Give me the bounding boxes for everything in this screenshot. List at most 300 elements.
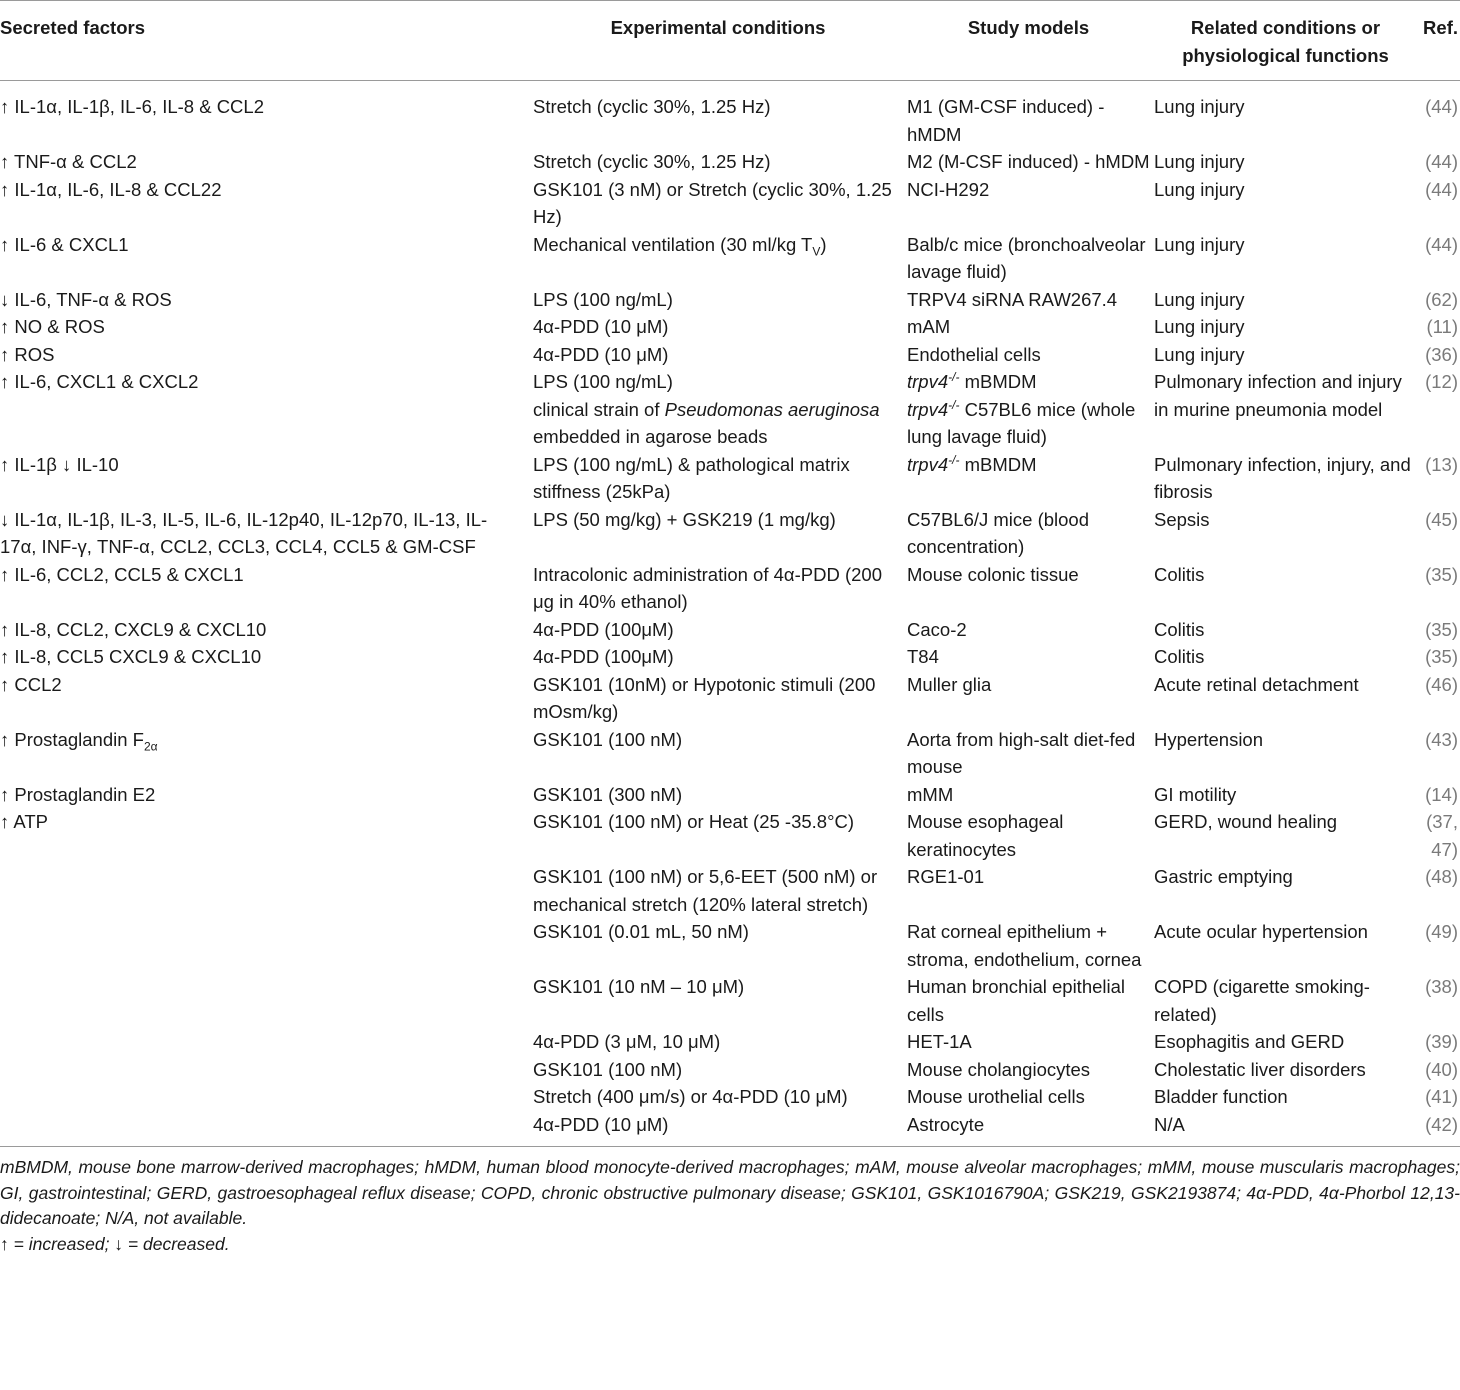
cell-experimental-condition	[533, 231, 907, 286]
cell-experimental-condition	[533, 918, 907, 973]
model-line	[907, 726, 1150, 781]
condition-subscript: V	[812, 244, 821, 259]
condition-line	[533, 506, 903, 534]
cell-related-condition	[1154, 341, 1421, 369]
factor-subscript: 2α	[143, 739, 158, 754]
cell-study-model	[907, 643, 1154, 671]
cell-experimental-condition	[533, 148, 907, 176]
cell-secreted-factor	[0, 781, 533, 809]
model-text: RGE1-01	[907, 866, 985, 887]
cell-experimental-condition	[533, 341, 907, 369]
cell-reference	[1421, 286, 1460, 314]
table-row	[0, 616, 1460, 644]
model-line	[907, 616, 1150, 644]
model-line	[907, 863, 1150, 891]
table-row	[0, 341, 1460, 369]
cell-related-condition	[1154, 368, 1421, 451]
condition-text: LPS (100 ng/mL) & pathological matrix stiffness (25kPa)	[533, 453, 850, 502]
cell-related-condition	[1154, 643, 1421, 671]
condition-line	[533, 286, 903, 314]
table-row	[0, 176, 1460, 231]
condition-text: GSK101 (3 nM) or Stretch (cyclic 30%, 1.25 Hz)	[533, 178, 892, 227]
condition-line	[533, 808, 903, 836]
cell-study-model	[907, 1028, 1154, 1056]
cell-related-condition	[1154, 781, 1421, 809]
cell-study-model	[907, 1111, 1154, 1139]
cell-secreted-factor	[0, 451, 533, 506]
cell-experimental-condition	[533, 313, 907, 341]
model-text: C57BL6/J mice (blood concentration)	[907, 508, 1090, 557]
cell-related-condition	[1154, 561, 1421, 616]
model-line	[907, 781, 1150, 809]
function-text: GI motility	[1154, 783, 1237, 805]
function-text: Lung injury	[1154, 151, 1245, 172]
model-line	[907, 1056, 1150, 1084]
factor-text: ↑ IL-6 & CXCL1	[0, 233, 129, 255]
cell-secreted-factor	[0, 973, 533, 1028]
condition-line	[533, 918, 903, 946]
model-text: T84	[907, 646, 939, 667]
table-body	[0, 81, 1460, 1139]
condition-line	[533, 1111, 903, 1139]
condition-text: GSK101 (100 nM)	[533, 728, 683, 750]
condition-line	[533, 176, 903, 231]
model-line	[907, 451, 1150, 479]
condition-text: 4α-PDD (10 μM)	[533, 316, 669, 337]
factor-text: ↑ IL-1β ↓ IL-10	[0, 453, 119, 475]
cell-study-model	[907, 808, 1154, 863]
cell-related-condition	[1154, 286, 1421, 314]
factor-text: ↑ Prostaglandin F	[0, 728, 144, 750]
cell-related-condition	[1154, 81, 1421, 149]
cell-related-condition	[1154, 451, 1421, 506]
factor-text: ↑ IL-8, CCL2, CXCL9 & CXCL10	[0, 618, 267, 640]
condition-line	[533, 1028, 903, 1056]
cell-reference	[1421, 231, 1460, 286]
reference-text: (14)	[1425, 783, 1458, 805]
cell-related-condition	[1154, 973, 1421, 1028]
function-text: Acute ocular hypertension	[1154, 921, 1368, 942]
header-experimental-conditions: Experimental conditions	[610, 17, 826, 38]
reference-text: (43)	[1425, 728, 1458, 750]
cell-secreted-factor	[0, 368, 533, 451]
condition-text: 4α-PDD (10 μM)	[533, 343, 669, 365]
table-row	[0, 561, 1460, 616]
cell-experimental-condition	[533, 368, 907, 451]
cell-related-condition	[1154, 863, 1421, 918]
cell-reference	[1421, 313, 1460, 341]
cell-secreted-factor	[0, 231, 533, 286]
cell-reference	[1421, 918, 1460, 973]
condition-text: Stretch (cyclic 30%, 1.25 Hz)	[533, 151, 771, 172]
reference-text: (44)	[1425, 233, 1458, 255]
model-line	[907, 1111, 1150, 1139]
cell-reference	[1421, 726, 1460, 781]
model-text: Mouse urothelial cells	[907, 1086, 1085, 1107]
function-text: Esophagitis and GERD	[1154, 1031, 1345, 1052]
cell-study-model	[907, 506, 1154, 561]
cell-secreted-factor	[0, 643, 533, 671]
cell-experimental-condition	[533, 863, 907, 918]
cell-study-model	[907, 863, 1154, 918]
cell-experimental-condition	[533, 671, 907, 726]
function-text: Hypertension	[1154, 728, 1264, 750]
function-text: Acute retinal detachment	[1154, 673, 1359, 695]
model-text: HET-1A	[907, 1031, 972, 1052]
factor-text: ↑ IL-1α, IL-6, IL-8 & CCL22	[0, 178, 222, 200]
model-line	[907, 506, 1150, 561]
cell-reference	[1421, 561, 1460, 616]
model-line	[907, 176, 1150, 204]
condition-text: 4α-PDD (100μM)	[533, 646, 674, 667]
cell-secreted-factor	[0, 808, 533, 863]
model-line	[907, 1083, 1150, 1111]
factor-text: ↑ IL-8, CCL5 CXCL9 & CXCL10	[0, 646, 262, 667]
reference-text: (62)	[1425, 288, 1458, 310]
function-text: Bladder function	[1154, 1086, 1288, 1107]
factor-text: ↑ CCL2	[0, 673, 62, 695]
cell-related-condition	[1154, 176, 1421, 231]
condition-text: 4α-PDD (3 μM, 10 μM)	[533, 1031, 721, 1052]
table-row	[0, 451, 1460, 506]
model-superscript: -/-	[948, 452, 960, 467]
cell-study-model	[907, 286, 1154, 314]
condition-text: GSK101 (100 nM) or Heat (25 -35.8°C)	[533, 811, 855, 832]
model-gene: trpv4	[907, 453, 949, 475]
footnote-legend: ↑ = increased; ↓ = decreased.	[0, 1233, 230, 1254]
condition-line	[533, 863, 903, 918]
table-row	[0, 973, 1460, 1028]
factor-text: ↑ ATP	[0, 811, 48, 832]
table-row	[0, 643, 1460, 671]
condition-line	[533, 1083, 903, 1111]
model-line	[907, 643, 1150, 671]
reference-text: (13)	[1425, 453, 1458, 475]
factor-text: ↑ Prostaglandin E2	[0, 783, 156, 805]
model-text: C57BL6 mice (whole lung lavage fluid)	[907, 398, 1136, 447]
function-text: Sepsis	[1154, 508, 1210, 530]
header-secreted-factors: Secreted factors	[0, 17, 145, 38]
model-line	[907, 918, 1150, 973]
model-text: M2 (M-CSF induced) - hMDM	[907, 151, 1150, 172]
reference-text: (39)	[1425, 1031, 1458, 1052]
cell-related-condition	[1154, 1028, 1421, 1056]
condition-line	[533, 781, 903, 809]
model-line	[907, 231, 1150, 286]
reference-text: (35)	[1425, 646, 1458, 667]
model-text: Mouse cholangiocytes	[907, 1058, 1091, 1080]
function-text: Lung injury	[1154, 316, 1245, 337]
cell-study-model	[907, 671, 1154, 726]
cell-secreted-factor	[0, 1028, 533, 1056]
cell-experimental-condition	[533, 781, 907, 809]
cell-study-model	[907, 341, 1154, 369]
cell-reference	[1421, 863, 1460, 918]
cell-related-condition	[1154, 1083, 1421, 1111]
table-row	[0, 1111, 1460, 1139]
model-text: Astrocyte	[907, 1113, 985, 1135]
condition-line	[533, 313, 903, 341]
factor-text: ↓ IL-6, TNF-α & ROS	[0, 288, 172, 310]
cell-reference	[1421, 506, 1460, 561]
cell-related-condition	[1154, 231, 1421, 286]
table-row	[0, 671, 1460, 726]
cell-secreted-factor	[0, 918, 533, 973]
model-line	[907, 341, 1150, 369]
factor-text: ↓ IL-1α, IL-1β, IL-3, IL-5, IL-6, IL-12p40, IL-12p70, IL-13, IL- 17α, INF-γ, TNF-α, CCL2, CCL3, CCL4, CCL5 & GM-CSF	[0, 508, 488, 557]
cell-study-model	[907, 918, 1154, 973]
model-text: Mouse colonic tissue	[907, 563, 1079, 585]
header-related-conditions: Related conditions or physiological functions	[1182, 17, 1389, 66]
condition-text: GSK101 (0.01 mL, 50 nM)	[533, 921, 749, 942]
condition-line	[533, 616, 903, 644]
cell-experimental-condition	[533, 176, 907, 231]
condition-text: GSK101 (100 nM) or 5,6-EET (500 nM) or mechanical stretch (120% lateral stretch)	[533, 866, 878, 915]
function-text: Pulmonary infection and injury in murine pneumonia model	[1154, 371, 1402, 420]
table-row	[0, 506, 1460, 561]
table-row	[0, 808, 1460, 863]
reference-text: (48)	[1425, 866, 1458, 887]
factor-text: ↑ ROS	[0, 343, 55, 365]
model-text: M1 (GM-CSF induced) - hMDM	[907, 96, 1105, 145]
reference-text: (35)	[1425, 618, 1458, 640]
table-row	[0, 863, 1460, 918]
cell-experimental-condition	[533, 808, 907, 863]
condition-line	[533, 643, 903, 671]
cell-experimental-condition	[533, 1056, 907, 1084]
model-line	[907, 973, 1150, 1028]
reference-text: (35)	[1425, 563, 1458, 585]
cell-secreted-factor	[0, 176, 533, 231]
model-line	[907, 808, 1150, 863]
model-gene: trpv4	[907, 371, 949, 392]
reference-text: (12)	[1425, 371, 1458, 392]
reference-text: (45)	[1425, 508, 1458, 530]
cell-experimental-condition	[533, 1028, 907, 1056]
cell-study-model	[907, 781, 1154, 809]
factor-text: ↑ IL-1α, IL-1β, IL-6, IL-8 & CCL2	[0, 96, 264, 117]
cell-secreted-factor	[0, 726, 533, 781]
cell-study-model	[907, 176, 1154, 231]
function-text: Lung injury	[1154, 96, 1245, 117]
cell-secreted-factor	[0, 313, 533, 341]
cell-experimental-condition	[533, 81, 907, 149]
condition-text: GSK101 (10nM) or Hypotonic stimuli (200 mOsm/kg)	[533, 673, 876, 722]
model-text: TRPV4 siRNA RAW267.4	[907, 288, 1118, 310]
cell-related-condition	[1154, 148, 1421, 176]
model-text: Muller glia	[907, 673, 992, 695]
cell-reference	[1421, 451, 1460, 506]
function-text: Colitis	[1154, 646, 1205, 667]
cell-secreted-factor	[0, 1083, 533, 1111]
cell-related-condition	[1154, 726, 1421, 781]
reference-text: (44)	[1425, 96, 1458, 117]
cell-study-model	[907, 561, 1154, 616]
reference-text: (49)	[1425, 921, 1458, 942]
cell-experimental-condition	[533, 286, 907, 314]
model-line	[907, 671, 1150, 699]
cell-study-model	[907, 726, 1154, 781]
model-line	[907, 396, 1150, 451]
model-text: Mouse esophageal keratinocytes	[907, 811, 1064, 860]
cell-secreted-factor	[0, 1111, 533, 1139]
table-row	[0, 286, 1460, 314]
cell-study-model	[907, 368, 1154, 451]
model-line	[907, 368, 1150, 396]
model-text: Endothelial cells	[907, 343, 1041, 365]
cell-reference	[1421, 81, 1460, 149]
table-footnote	[0, 1146, 1460, 1257]
cell-experimental-condition	[533, 616, 907, 644]
function-text: Colitis	[1154, 563, 1205, 585]
cell-related-condition	[1154, 671, 1421, 726]
condition-line	[533, 368, 903, 396]
function-text: Colitis	[1154, 618, 1205, 640]
condition-line	[533, 671, 903, 726]
factor-text: ↑ NO & ROS	[0, 316, 105, 337]
cell-study-model	[907, 973, 1154, 1028]
table-row	[0, 1083, 1460, 1111]
function-text: Lung injury	[1154, 178, 1245, 200]
cell-experimental-condition	[533, 643, 907, 671]
cell-study-model	[907, 616, 1154, 644]
model-text: Human bronchial epithelial cells	[907, 976, 1126, 1025]
condition-text: Stretch (cyclic 30%, 1.25 Hz)	[533, 96, 771, 117]
model-line	[907, 561, 1150, 589]
condition-line	[533, 1056, 903, 1084]
cell-reference	[1421, 148, 1460, 176]
condition-text: 4α-PDD (100μM)	[533, 618, 674, 640]
reference-text: (38)	[1425, 976, 1458, 997]
cell-related-condition	[1154, 808, 1421, 863]
table-row	[0, 231, 1460, 286]
function-text: GERD, wound healing	[1154, 811, 1338, 832]
condition-text: Stretch (400 μm/s) or 4α-PDD (10 μM)	[533, 1086, 848, 1107]
cell-study-model	[907, 231, 1154, 286]
cell-secreted-factor	[0, 286, 533, 314]
condition-line	[533, 561, 903, 616]
condition-text: clinical strain of	[533, 398, 665, 420]
cell-secreted-factor	[0, 148, 533, 176]
cell-secreted-factor	[0, 81, 533, 149]
condition-line	[533, 341, 903, 369]
condition-species: Pseudomonas aeruginosa	[664, 398, 880, 420]
model-gene: trpv4	[907, 398, 949, 420]
condition-text-end: )	[820, 233, 827, 255]
model-text: mBMDM	[959, 371, 1037, 392]
cell-related-condition	[1154, 616, 1421, 644]
reference-text: (44)	[1425, 151, 1458, 172]
table-row	[0, 148, 1460, 176]
reference-text: (42)	[1425, 1113, 1458, 1135]
condition-text: GSK101 (300 nM)	[533, 783, 683, 805]
condition-line	[533, 93, 903, 121]
cell-related-condition	[1154, 506, 1421, 561]
cell-related-condition	[1154, 1111, 1421, 1139]
header-ref: Ref.	[1423, 17, 1458, 38]
reference-text: (37, 47)	[1426, 811, 1458, 860]
condition-line	[533, 231, 903, 259]
cell-experimental-condition	[533, 1111, 907, 1139]
model-text: Rat corneal epithelium + stroma, endothelium, cornea	[907, 921, 1142, 970]
model-text: NCI-H292	[907, 178, 990, 200]
cell-reference	[1421, 1111, 1460, 1139]
table-row	[0, 1028, 1460, 1056]
cell-experimental-condition	[533, 973, 907, 1028]
cell-reference	[1421, 973, 1460, 1028]
condition-text: GSK101 (100 nM)	[533, 1058, 683, 1080]
condition-text: LPS (100 ng/mL)	[533, 371, 673, 392]
model-text: Aorta from high-salt diet-fed mouse	[907, 728, 1136, 777]
cell-study-model	[907, 1083, 1154, 1111]
factor-text: ↑ IL-6, CCL2, CCL5 & CXCL1	[0, 563, 244, 585]
footnote-abbreviations: mBMDM, mouse bone marrow-derived macrophages; hMDM, human blood monocyte-derived macrophages; mAM, mouse alveolar macrophages; mMM, mouse muscularis macrophages; GI, gastrointestinal; GERD, gastroesophageal reflux disease; COPD, chronic obstructive pulmonary disease; GSK101, GSK1016790A; GSK219, GSK2193874; 4α-PDD, 4α-Phorbol 12,13-didecanoate; N/A, not available.	[0, 1157, 1460, 1228]
model-line	[907, 93, 1150, 148]
model-line	[907, 286, 1150, 314]
cell-study-model	[907, 451, 1154, 506]
model-line	[907, 148, 1150, 176]
model-text: Caco-2	[907, 618, 967, 640]
table-row	[0, 313, 1460, 341]
model-text: Balb/c mice (bronchoalveolar lavage fluid)	[907, 233, 1146, 282]
cell-reference	[1421, 671, 1460, 726]
cell-study-model	[907, 148, 1154, 176]
condition-text: 4α-PDD (10 μM)	[533, 1113, 669, 1135]
cell-experimental-condition	[533, 561, 907, 616]
factor-text: ↑ IL-6, CXCL1 & CXCL2	[0, 371, 199, 392]
condition-line	[533, 396, 903, 451]
cell-reference	[1421, 616, 1460, 644]
table-row	[0, 1056, 1460, 1084]
table-row	[0, 726, 1460, 781]
cell-related-condition	[1154, 918, 1421, 973]
cell-reference	[1421, 781, 1460, 809]
cell-reference	[1421, 1056, 1460, 1084]
model-text: mMM	[907, 783, 954, 805]
condition-text: Mechanical ventilation (30 ml/kg T	[533, 233, 813, 255]
cell-secreted-factor	[0, 561, 533, 616]
cell-related-condition	[1154, 313, 1421, 341]
reference-text: (41)	[1425, 1086, 1458, 1107]
cell-study-model	[907, 313, 1154, 341]
model-superscript: -/-	[948, 397, 960, 412]
condition-line	[533, 451, 903, 506]
cell-reference	[1421, 643, 1460, 671]
model-superscript: -/-	[948, 369, 960, 384]
function-text: Lung injury	[1154, 288, 1245, 310]
cell-reference	[1421, 341, 1460, 369]
cell-reference	[1421, 176, 1460, 231]
table-row	[0, 918, 1460, 973]
function-text: COPD (cigarette smoking-related)	[1154, 976, 1370, 1025]
cell-study-model	[907, 81, 1154, 149]
model-text: mAM	[907, 316, 951, 337]
table-header-row	[0, 1, 1460, 81]
reference-text: (36)	[1425, 343, 1458, 365]
cell-related-condition	[1154, 1056, 1421, 1084]
cell-reference	[1421, 1083, 1460, 1111]
condition-line	[533, 973, 903, 1001]
cell-experimental-condition	[533, 726, 907, 781]
condition-line	[533, 148, 903, 176]
cell-experimental-condition	[533, 451, 907, 506]
condition-text: GSK101 (10 nM – 10 μM)	[533, 976, 745, 997]
reference-text: (46)	[1425, 673, 1458, 695]
cell-secreted-factor	[0, 671, 533, 726]
condition-line	[533, 726, 903, 754]
function-text: Lung injury	[1154, 233, 1245, 255]
factor-text: ↑ TNF-α & CCL2	[0, 151, 137, 172]
